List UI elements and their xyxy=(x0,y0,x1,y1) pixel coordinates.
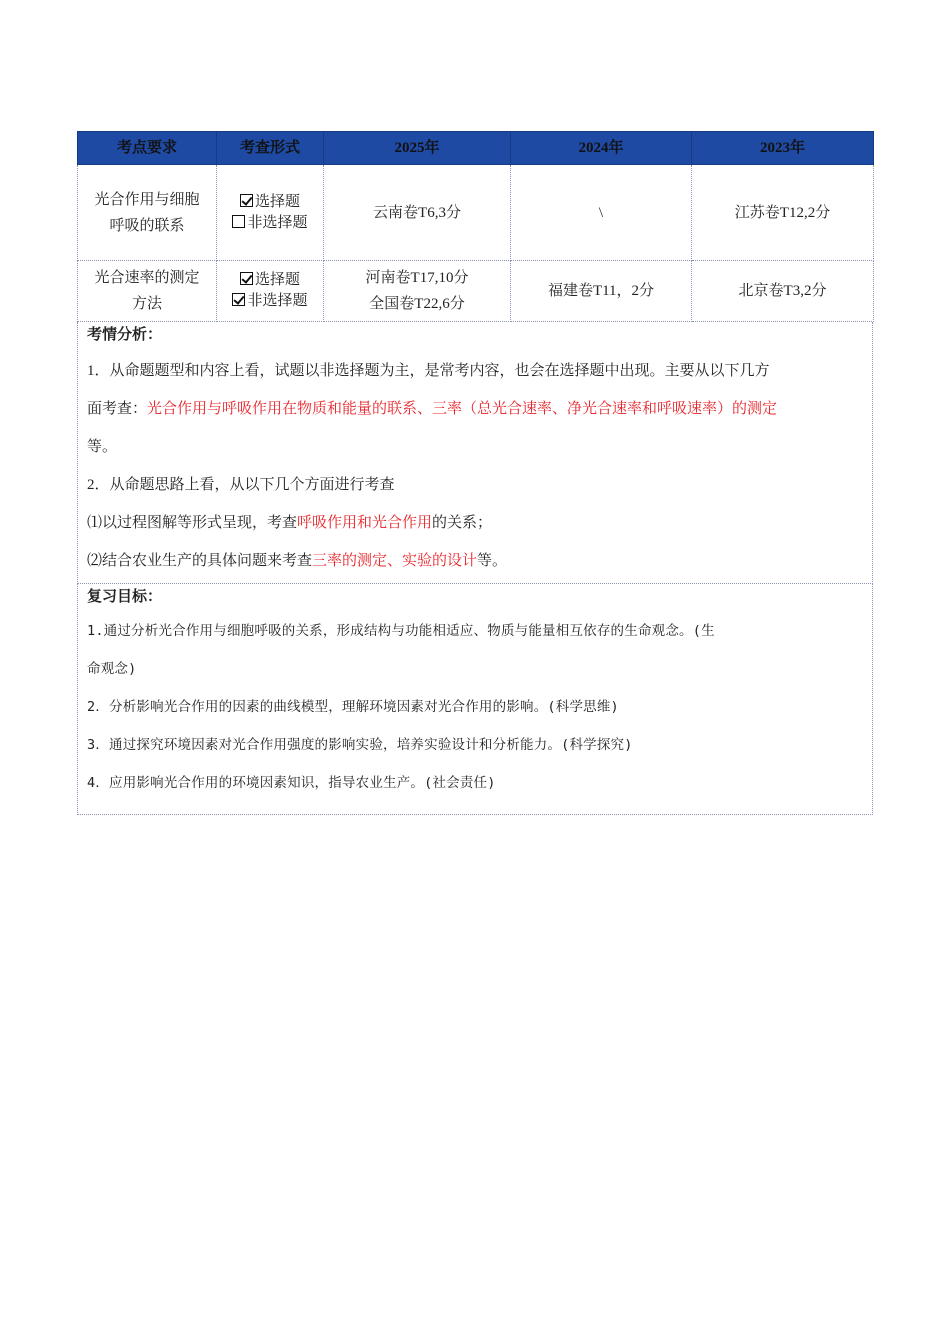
highlight-text: 三率的测定、实验的设计 xyxy=(312,553,478,569)
year-2023-cell: 江苏卷T12,2分 xyxy=(692,165,874,261)
topic-cell xyxy=(78,261,217,322)
year-2025-cell: 云南卷T6,3分 xyxy=(324,165,511,261)
analysis-paragraph: ⑵结合农业生产的具体问题来考查三率的测定、实验的设计等。 xyxy=(87,553,508,569)
analysis-paragraph: ⑴以过程图解等形式呈现，考查呼吸作用和光合作用的关系； xyxy=(87,515,493,531)
header-cell: 2025年 xyxy=(324,132,511,165)
analysis-paragraph: 1．从命题题型和内容上看，试题以非选择题为主，是常考内容，也会在选择题中出现。主要从以下几方 面考查：光合作用与呼吸作用在物质和能量的联系、三率（总光合速率、净光合速率和呼吸速率）的测定 等。 2．从命题思路上看，从以下几个方面进行考查 ⑴以过程图解等形式呈现，考查呼吸作用和光合作用的关系； ⑵结合农业生产的具体问题来考查三率的测定、实验的设计等。 xyxy=(87,352,863,580)
choice-option: 选择题 xyxy=(223,270,317,291)
table-header-row xyxy=(78,132,874,165)
choice-option: 选择题 xyxy=(223,192,317,213)
goal-item: 1.通过分析光合作用与细胞呼吸的关系，形成结构与功能相适应、物质与能量相互依存的生命观念。(生 xyxy=(87,623,715,639)
goals-section xyxy=(77,584,873,815)
checked-box-icon xyxy=(240,272,253,285)
year-2025-cell: 河南卷T17,10分 全国卷T22,6分 xyxy=(324,261,511,322)
goal-item: 4．应用影响光合作用的环境因素知识，指导农业生产。(社会责任) xyxy=(87,775,496,791)
table-row xyxy=(78,165,874,261)
header-cell: 2023年 xyxy=(692,132,874,165)
goals-title: 复习目标： xyxy=(87,588,163,605)
goal-item-cont: 命观念) xyxy=(87,661,137,677)
topic-line: 方法 xyxy=(131,296,162,312)
form-cell xyxy=(217,165,324,261)
exam-overview xyxy=(77,131,873,815)
topic-line: 光合速率的测定 xyxy=(94,270,200,286)
highlight-text: 光合作用与呼吸作用在物质和能量的联系、三率（总光合速率、净光合速率和呼吸速率）的测定 xyxy=(147,401,778,417)
checked-box-icon xyxy=(232,293,245,306)
analysis-section xyxy=(77,322,873,584)
table-row xyxy=(78,261,874,322)
unchecked-box-icon xyxy=(232,215,245,228)
header-cell: 考点要求 xyxy=(78,132,217,165)
goals-list xyxy=(87,612,863,802)
header-cell: 考查形式 xyxy=(217,132,324,165)
topic-line: 呼吸的联系 xyxy=(109,217,185,234)
analysis-title: 考情分析： xyxy=(87,326,163,343)
exam-table xyxy=(77,131,874,322)
analysis-paragraph: 2．从命题思路上看，从以下几个方面进行考查 xyxy=(87,477,395,493)
nonchoice-option: 非选择题 xyxy=(223,291,317,312)
year-2024-cell: \ xyxy=(511,165,692,261)
highlight-text: 呼吸作用和光合作用 xyxy=(297,515,433,531)
year-2023-cell: 北京卷T3,2分 xyxy=(692,261,874,322)
header-cell: 2024年 xyxy=(511,132,692,165)
form-cell xyxy=(217,261,324,322)
year-2024-cell: 福建卷T11，2分 xyxy=(511,261,692,322)
goal-item: 2．分析影响光合作用的因素的曲线模型，理解环境因素对光合作用的影响。(科学思维) xyxy=(87,699,619,715)
goal-item: 3．通过探究环境因素对光合作用强度的影响实验，培养实验设计和分析能力。(科学探究) xyxy=(87,737,633,753)
topic-cell xyxy=(78,165,217,261)
checked-box-icon xyxy=(240,194,253,207)
topic-line: 光合作用与细胞 xyxy=(94,191,200,208)
nonchoice-option: 非选择题 xyxy=(223,213,317,234)
